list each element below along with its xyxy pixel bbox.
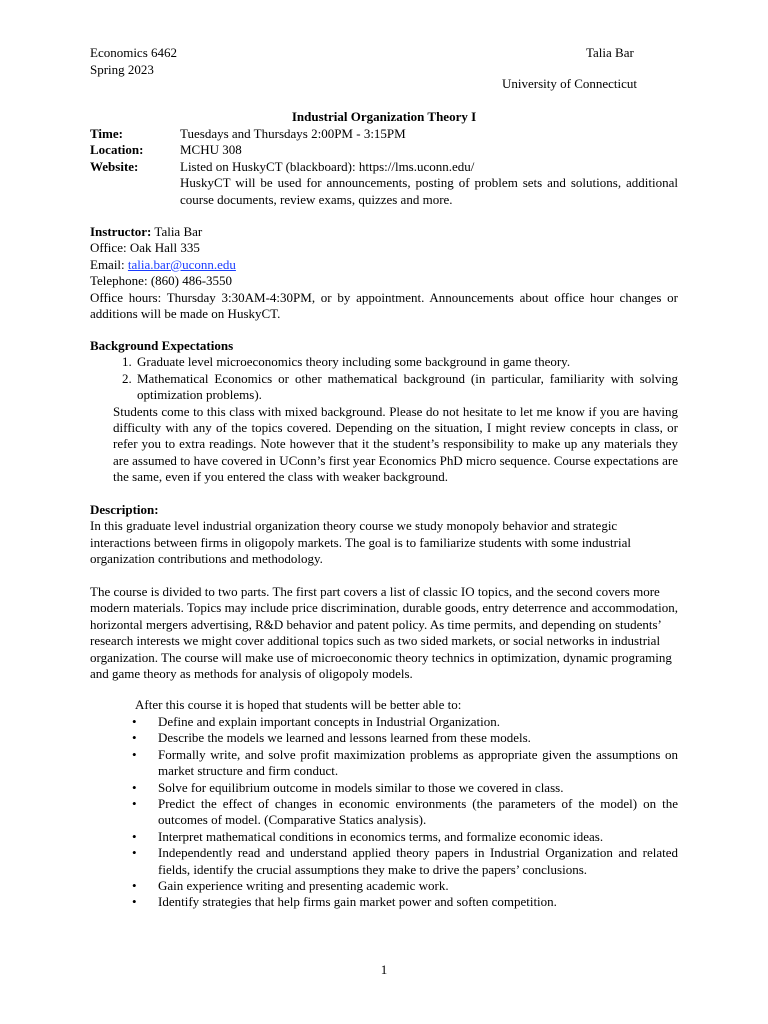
website-label: Website: — [90, 158, 139, 174]
instructor-name: Talia Bar — [154, 224, 203, 239]
course-code: Economics 6462 — [90, 45, 178, 60]
email-label: Email: — [90, 256, 125, 272]
list-item: • Define and explain important concepts in Industrial Organization. — [90, 714, 678, 730]
list-item: • Independently read and understand applied theory papers in Industrial Organization and related fields, identify the crucial assumptions they make to drive the papers’ conclusions. — [90, 845, 678, 878]
list-item: • Solve for equilibrium outcome in models similar to those we covered in class. — [90, 780, 678, 796]
description-paragraph-1: In this graduate level industrial organization theory course we study monopoly behavior and strategic interactions between firms in oligopoly markets. The goal is to familiarize students with some industrial organization contributions and methodology. — [90, 518, 631, 567]
header-university: University of Connecticut — [502, 76, 638, 91]
office-line: Office: Oak Hall 335 — [90, 240, 200, 256]
list-item: 1. Graduate level microeconomics theory including some background in game theory. — [135, 354, 678, 370]
background-list — [90, 354, 678, 403]
list-item: • Formally write, and solve profit maximization problems as appropriate given the assumptions on market structure and firm conduct. — [90, 747, 678, 780]
website-url-text: Listed on HuskyCT (blackboard): https://lms.uconn.edu/ — [180, 158, 475, 174]
office-hours: Office hours: Thursday 3:30AM-4:30PM, or by appointment. Announcements about office hour changes or additions will be made on HuskyCT. — [90, 289, 678, 322]
term: Spring 2023 — [90, 61, 154, 77]
course-info-table — [90, 126, 678, 208]
location-value: MCHU 308 — [180, 142, 242, 158]
website-value — [180, 159, 678, 208]
header-instructor-name: Talia Bar — [586, 45, 634, 60]
list-item: 2. Mathematical Economics or other mathematical background (in particular, familiarity with solving optimization problems). — [135, 371, 678, 404]
email-line — [90, 257, 678, 273]
description-heading: Description: — [90, 502, 159, 517]
page-title: Industrial Organization Theory I — [291, 109, 477, 124]
background-paragraph: Students come to this class with mixed background. Please do not hesitate to let me know if you are having difficulty with any of the topics covered. Depending on the situation, I might review concepts in class, or refer you to extra readings. Note however that it the student’s responsibility to make up any materials they are assumed to have covered in UConn’s first year Economics PhD micro sequence. Course expectations are the same, even if you entered the class with weaker background. — [113, 403, 678, 485]
instructor-section — [90, 224, 678, 322]
time-row — [90, 126, 678, 142]
outcomes-intro: After this course it is hoped that students will be better able to: — [135, 697, 462, 712]
background-section — [90, 338, 678, 486]
location-row — [90, 142, 678, 158]
list-item: • Describe the models we learned and lessons learned from these models. — [90, 730, 678, 746]
list-item: • Interpret mathematical conditions in economics terms, and formalize economic ideas. — [90, 829, 678, 845]
instructor-label: Instructor: — [90, 224, 152, 239]
description-paragraph-2: The course is divided to two parts. The first part covers a list of classic IO topics, and the second covers more modern materials. Topics may include price discrimination, durable goods, entry deterrence and accommodation, horizontal mergers advertising, R&D behavior and patent policy. As time permits, and depending on students’ research interests we might cover additional topics such as two sided markets, or social networks in industrial organization. The course will make use of microeconomic theory technics in optimization, dynamic programing and game theory as methods for analysis of oligopoly models. — [90, 584, 678, 682]
website-row — [90, 159, 678, 208]
email-link[interactable]: talia.bar@uconn.edu — [127, 256, 236, 272]
location-label: Location: — [90, 142, 144, 158]
header-course-info — [90, 45, 177, 78]
time-value: Tuesdays and Thursdays 2:00PM - 3:15PM — [180, 126, 406, 141]
list-item: • Identify strategies that help firms gain market power and soften competition. — [90, 894, 678, 910]
list-item: • Predict the effect of changes in economic environments (the parameters of the model) on the outcomes of model. (Comparative Statics analysis). — [90, 796, 678, 829]
outcomes-list — [90, 714, 678, 911]
instructor-line — [90, 224, 678, 240]
list-item: • Gain experience writing and presenting academic work. — [90, 878, 678, 894]
background-heading: Background Expectations — [90, 338, 234, 353]
paragraph-spacer — [90, 568, 678, 584]
page-number: 1 — [380, 962, 388, 977]
time-label: Time: — [90, 126, 123, 141]
telephone-line: Telephone: (860) 486-3550 — [90, 273, 233, 289]
website-note: HuskyCT will be used for announcements, posting of problem sets and solutions, additional course documents, review exams, quizzes and more. — [180, 175, 678, 207]
description-section — [90, 502, 678, 682]
